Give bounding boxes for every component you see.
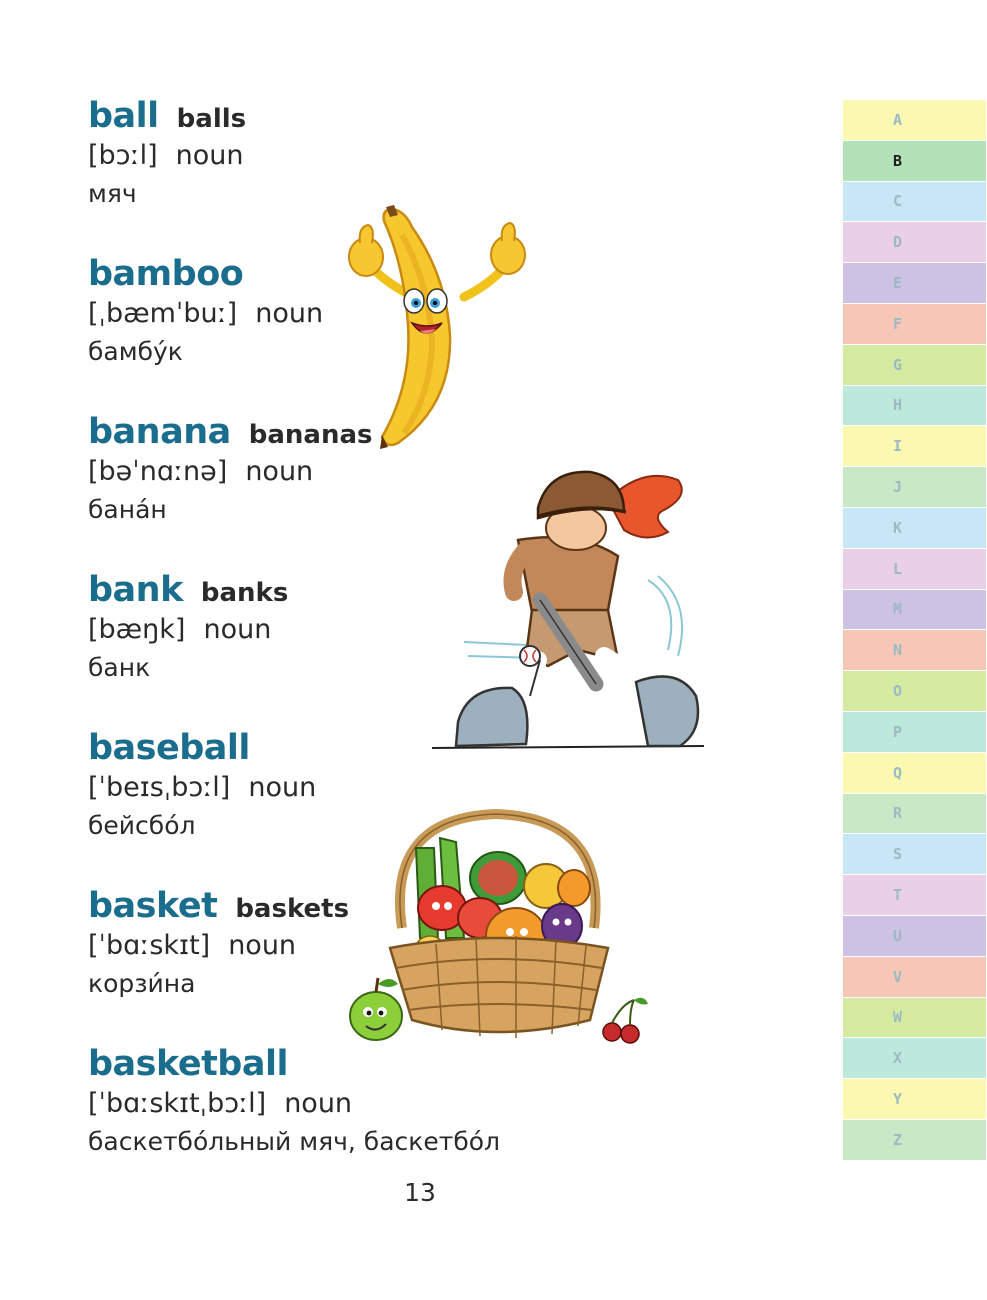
entry-banana: [88, 412, 373, 524]
alphabet-tab-l[interactable]: L: [843, 549, 986, 590]
plural-form: balls: [176, 104, 247, 134]
alphabet-tab-v[interactable]: V: [843, 957, 986, 998]
alphabet-tab-h[interactable]: H: [843, 386, 986, 427]
alphabet-tab-i[interactable]: I: [843, 426, 986, 467]
headword: bamboo: [88, 254, 244, 294]
alphabet-tab-u[interactable]: U: [843, 916, 986, 957]
alphabet-index: [843, 100, 986, 1161]
transcription: [bæŋk]: [88, 614, 186, 645]
alphabet-tab-w[interactable]: W: [843, 998, 986, 1039]
entry-bamboo: [88, 254, 323, 366]
part-of-speech: noun: [203, 614, 272, 645]
plural-form: baskets: [235, 894, 350, 924]
alphabet-tab-q[interactable]: Q: [843, 753, 986, 794]
alphabet-tab-r[interactable]: R: [843, 794, 986, 835]
plural-form: banks: [200, 578, 289, 608]
part-of-speech: noun: [175, 140, 244, 171]
alphabet-tab-p[interactable]: P: [843, 712, 986, 753]
alphabet-tab-t[interactable]: T: [843, 875, 986, 916]
alphabet-tab-x[interactable]: X: [843, 1038, 986, 1079]
translation: бейсбо́л: [88, 811, 196, 840]
baseball-player-cartoon-icon: [428, 460, 708, 755]
headword: ball: [88, 96, 159, 136]
page-number: 13: [404, 1178, 436, 1207]
alphabet-tab-z[interactable]: Z: [843, 1120, 986, 1161]
part-of-speech: noun: [255, 298, 324, 329]
part-of-speech: noun: [248, 772, 317, 803]
translation: баскетбо́льный мяч, баскетбо́л: [88, 1127, 501, 1156]
alphabet-tab-d[interactable]: D: [843, 222, 986, 263]
translation: банк: [88, 653, 151, 682]
transcription: [bɔːl]: [88, 140, 158, 171]
transcription: [ˌbæmˈbuː]: [88, 298, 238, 329]
transcription: [bəˈnɑːnə]: [88, 456, 228, 487]
transcription: [ˈbɑːskɪtˌbɔːl]: [88, 1088, 267, 1119]
translation: бамбу́к: [88, 337, 183, 366]
alphabet-tab-c[interactable]: C: [843, 182, 986, 223]
alphabet-tab-n[interactable]: N: [843, 630, 986, 671]
part-of-speech: noun: [228, 930, 297, 961]
plural-form: bananas: [248, 420, 373, 450]
headword: baseball: [88, 728, 250, 768]
entry-baseball: [88, 728, 316, 840]
translation: корзи́на: [88, 969, 196, 998]
part-of-speech: noun: [284, 1088, 353, 1119]
alphabet-tab-b[interactable]: B: [843, 141, 986, 182]
entry-ball: [88, 96, 246, 208]
alphabet-tab-j[interactable]: J: [843, 467, 986, 508]
translation: мяч: [88, 179, 137, 208]
alphabet-tab-y[interactable]: Y: [843, 1079, 986, 1120]
alphabet-tab-a[interactable]: A: [843, 100, 986, 141]
entry-bank: [88, 570, 288, 682]
alphabet-tab-g[interactable]: G: [843, 345, 986, 386]
alphabet-tab-f[interactable]: F: [843, 304, 986, 345]
headword: basketball: [88, 1044, 288, 1084]
alphabet-tab-e[interactable]: E: [843, 263, 986, 304]
alphabet-tab-m[interactable]: M: [843, 590, 986, 631]
transcription: [ˈbeɪsˌbɔːl]: [88, 772, 231, 803]
transcription: [ˈbɑːskɪt]: [88, 930, 211, 961]
headword: basket: [88, 886, 218, 926]
entry-basketball: [88, 1044, 500, 1156]
translation: бана́н: [88, 495, 167, 524]
alphabet-tab-s[interactable]: S: [843, 834, 986, 875]
fruit-basket-cartoon-icon: [346, 808, 656, 1048]
headword: bank: [88, 570, 183, 610]
headword: banana: [88, 412, 231, 452]
banana-cartoon-icon: [342, 205, 532, 450]
part-of-speech: noun: [245, 456, 314, 487]
entry-basket: [88, 886, 349, 998]
alphabet-tab-k[interactable]: K: [843, 508, 986, 549]
alphabet-tab-o[interactable]: O: [843, 671, 986, 712]
